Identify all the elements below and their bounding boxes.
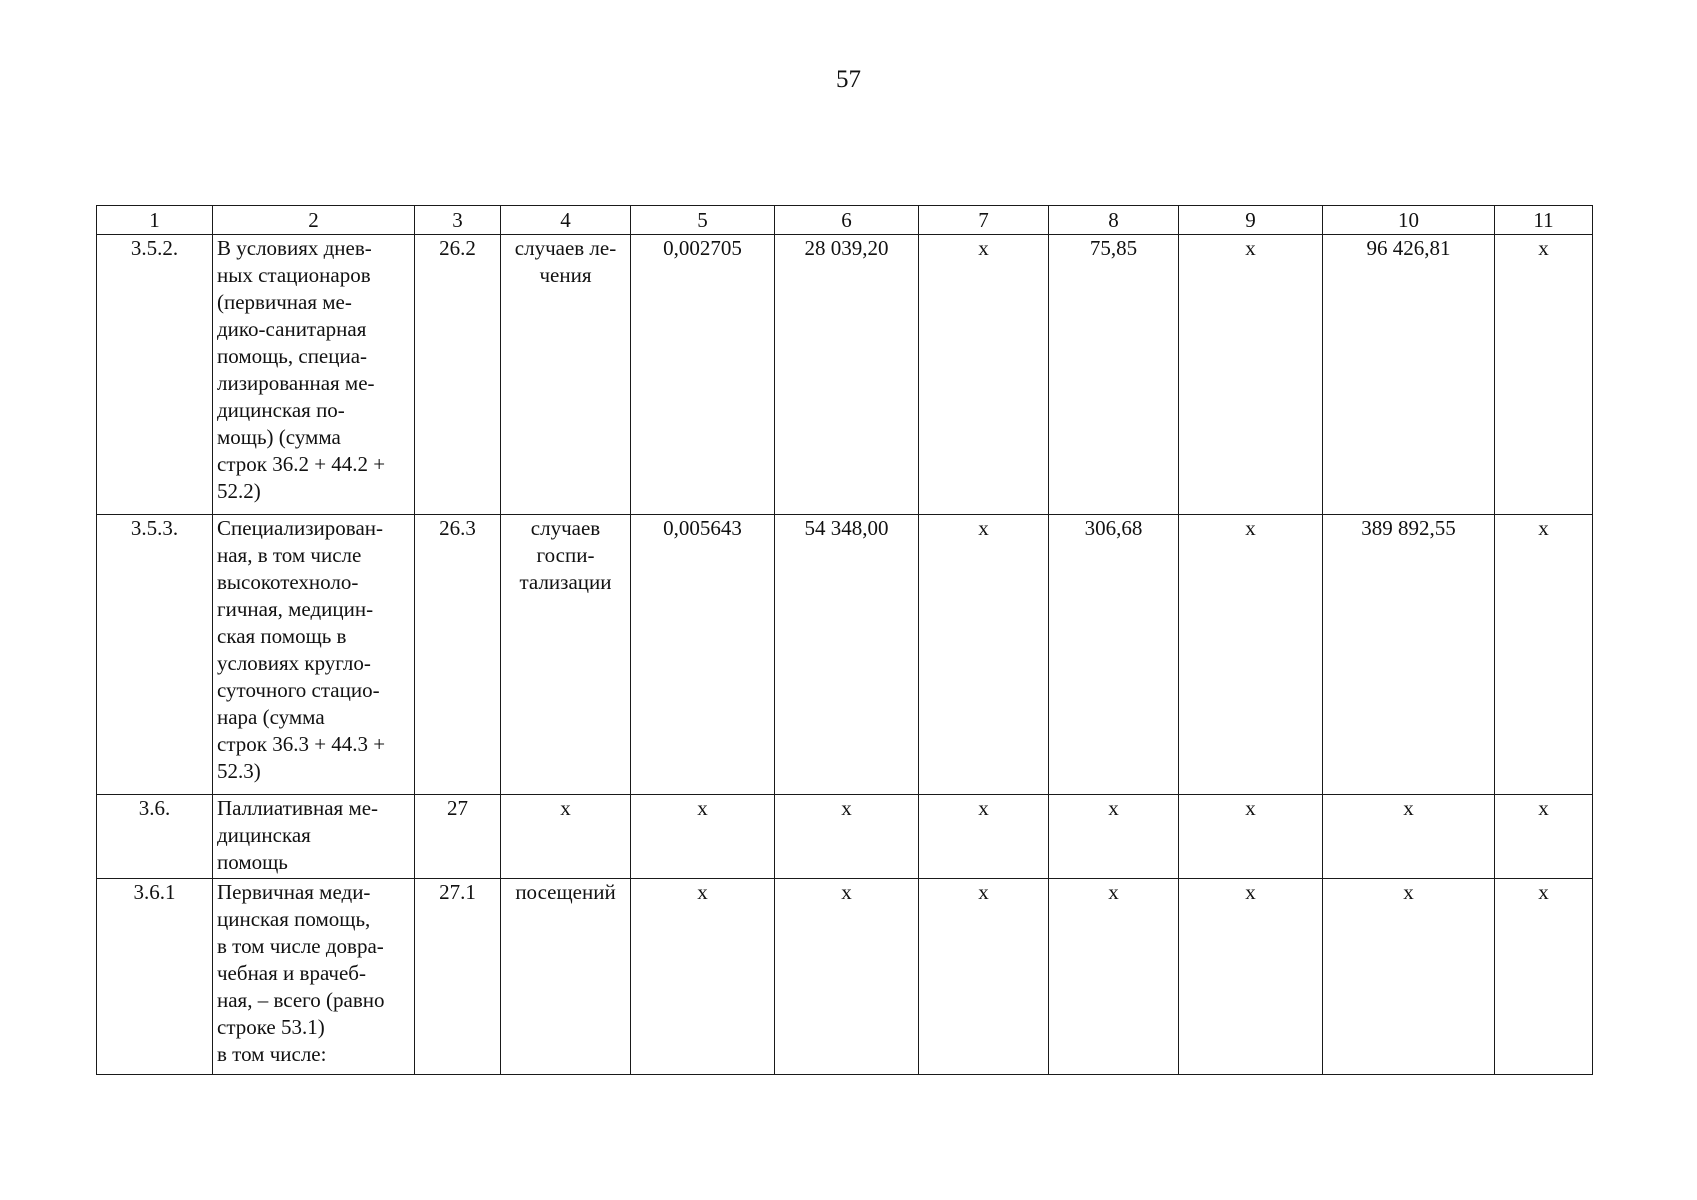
- cell-col10: 96 426,81: [1323, 235, 1495, 515]
- line-code: 27: [415, 795, 501, 879]
- cell-col8: 75,85: [1049, 235, 1179, 515]
- table-row: [97, 235, 1593, 515]
- unit-cell: [501, 795, 631, 879]
- cell-col10: х: [1323, 795, 1495, 879]
- cell-col9: х: [1179, 879, 1323, 1075]
- header-row: [97, 206, 1593, 235]
- cell-col11: х: [1495, 795, 1593, 879]
- unit-line: посещений: [515, 880, 616, 904]
- header-cell: 1: [97, 206, 213, 235]
- data-table: [96, 205, 1593, 1075]
- cell-col9: х: [1179, 515, 1323, 795]
- cell-col8: 306,68: [1049, 515, 1179, 795]
- cell-col7: х: [919, 515, 1049, 795]
- row-name-line: дико-санитарная: [217, 317, 367, 341]
- cell-col7: х: [919, 235, 1049, 515]
- cell-col10: 389 892,55: [1323, 515, 1495, 795]
- row-name-line: (первичная ме-: [217, 290, 352, 314]
- header-cell: 5: [631, 206, 775, 235]
- cell-col6: 28 039,20: [775, 235, 919, 515]
- row-name-line: условиях кругло-: [217, 651, 371, 675]
- cell-col5: х: [631, 795, 775, 879]
- unit-line: х: [560, 796, 571, 820]
- line-code: 26.2: [415, 235, 501, 515]
- cell-col9: х: [1179, 795, 1323, 879]
- row-name: [213, 879, 415, 1075]
- row-name-line: чебная и врачеб-: [217, 961, 366, 985]
- row-name: [213, 795, 415, 879]
- row-number: 3.6.: [97, 795, 213, 879]
- row-name-line: нара (сумма: [217, 705, 325, 729]
- unit-line: случаев: [530, 516, 601, 540]
- row-name-line: в том числе:: [217, 1042, 327, 1066]
- cell-col10: х: [1323, 879, 1495, 1075]
- header-cell: 6: [775, 206, 919, 235]
- line-code: 26.3: [415, 515, 501, 795]
- row-number: 3.5.3.: [97, 515, 213, 795]
- row-name-line: Специализирован-: [217, 516, 383, 540]
- table-row: [97, 515, 1593, 795]
- row-name-line: ная, в том числе: [217, 543, 362, 567]
- row-name-line: в том числе довра-: [217, 934, 384, 958]
- row-name-line: 52.2): [217, 479, 261, 503]
- header-cell: 11: [1495, 206, 1593, 235]
- row-name-line: помощь, специа-: [217, 344, 368, 368]
- row-name-line: строк 36.3 + 44.3 +: [217, 732, 386, 756]
- row-name-line: ская помощь в: [217, 624, 347, 648]
- row-name-line: строке 53.1): [217, 1015, 325, 1039]
- unit-line: госпи-: [536, 543, 595, 567]
- header-cell: 10: [1323, 206, 1495, 235]
- row-number: 3.5.2.: [97, 235, 213, 515]
- unit-line: чения: [539, 263, 592, 287]
- cell-col7: х: [919, 795, 1049, 879]
- cell-col6: 54 348,00: [775, 515, 919, 795]
- row-name: [213, 515, 415, 795]
- unit-cell: [501, 235, 631, 515]
- row-name-line: Паллиативная ме-: [217, 796, 379, 820]
- cell-col5: х: [631, 879, 775, 1075]
- row-name-line: строк 36.2 + 44.2 +: [217, 452, 386, 476]
- row-name: [213, 235, 415, 515]
- header-cell: 8: [1049, 206, 1179, 235]
- cell-col11: х: [1495, 879, 1593, 1075]
- header-cell: 7: [919, 206, 1049, 235]
- row-name-line: мощь) (сумма: [217, 425, 341, 449]
- row-name-line: лизированная ме-: [217, 371, 375, 395]
- cell-col8: х: [1049, 795, 1179, 879]
- cell-col8: х: [1049, 879, 1179, 1075]
- cell-col6: х: [775, 879, 919, 1075]
- header-cell: 9: [1179, 206, 1323, 235]
- unit-line: тализации: [519, 570, 612, 594]
- row-name-line: гичная, медицин-: [217, 597, 374, 621]
- row-name-line: ных стационаров: [217, 263, 371, 287]
- cell-col11: х: [1495, 235, 1593, 515]
- cell-col7: х: [919, 879, 1049, 1075]
- row-number: 3.6.1: [97, 879, 213, 1075]
- row-name-line: В условиях днев-: [217, 236, 372, 260]
- unit-line: случаев ле-: [514, 236, 617, 260]
- row-name-line: Первичная меди-: [217, 880, 371, 904]
- unit-cell: [501, 515, 631, 795]
- cell-col5: 0,002705: [631, 235, 775, 515]
- row-name-line: дицинская: [217, 823, 311, 847]
- header-cell: 3: [415, 206, 501, 235]
- row-name-line: 52.3): [217, 759, 261, 783]
- row-name-line: ная, – всего (равно: [217, 988, 385, 1012]
- unit-cell: [501, 879, 631, 1075]
- page-number: 57: [836, 66, 861, 93]
- row-name-line: помощь: [217, 850, 288, 874]
- header-cell: 4: [501, 206, 631, 235]
- row-name-line: цинская помощь,: [217, 907, 371, 931]
- cell-col5: 0,005643: [631, 515, 775, 795]
- cell-col11: х: [1495, 515, 1593, 795]
- row-name-line: суточного стацио-: [217, 678, 380, 702]
- table-row: [97, 879, 1593, 1075]
- table-row: [97, 795, 1593, 879]
- header-cell: 2: [213, 206, 415, 235]
- row-name-line: дицинская по-: [217, 398, 345, 422]
- cell-col9: х: [1179, 235, 1323, 515]
- row-name-line: высокотехноло-: [217, 570, 359, 594]
- line-code: 27.1: [415, 879, 501, 1075]
- cell-col6: х: [775, 795, 919, 879]
